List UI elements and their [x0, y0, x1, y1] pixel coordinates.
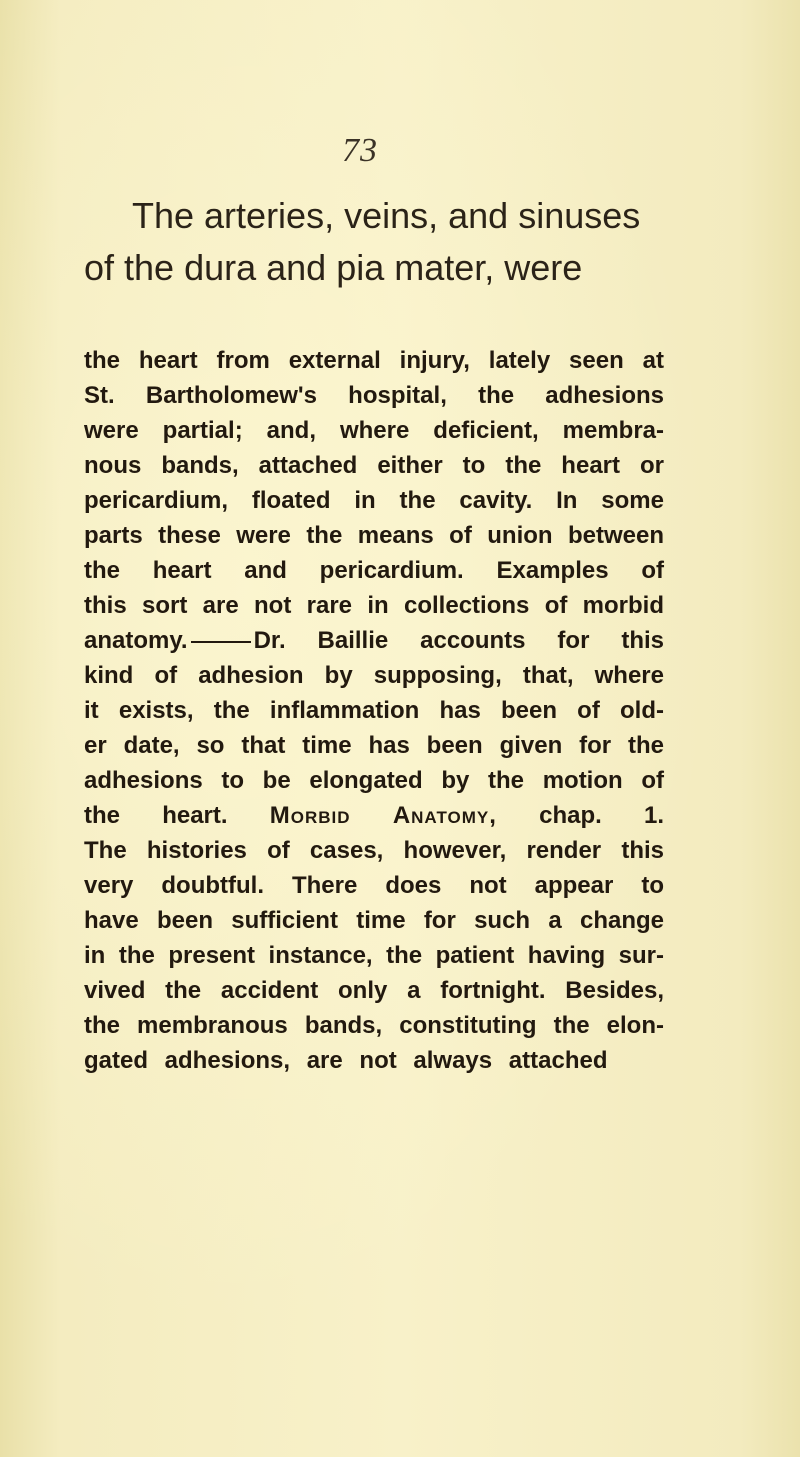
footnote-line: the heart and pericardium. Examples of	[84, 557, 664, 584]
footnote-line: very doubtful. There does not appear to	[84, 872, 664, 899]
footnote-line: the membranous bands, constituting the elon-	[84, 1012, 664, 1039]
footnote-line: er date, so that time has been given for the	[84, 732, 664, 759]
footnote-line: this sort are not rare in collections of morbid	[84, 592, 664, 619]
footnote-line: were partial; and, where deficient, membra-	[84, 417, 664, 444]
main-text-line-1: The arteries, veins, and sinuses	[132, 195, 641, 236]
footnote-line: kind of adhesion by supposing, that, where	[84, 662, 664, 689]
footnote-line: gated adhesions, are not always attached	[84, 1047, 608, 1074]
footnote-fragment: Dr. Baillie accounts for this	[253, 627, 664, 654]
footnote-line: adhesions to be elongated by the motion of	[84, 767, 664, 794]
footnote-line: parts these were the means of union between	[84, 522, 664, 549]
footnote-line: St. Bartholomew's hospital, the adhesions	[84, 382, 664, 409]
footnote-line: pericardium, floated in the cavity. In some	[84, 487, 664, 514]
footnote-line: nous bands, attached either to the heart or	[84, 452, 664, 479]
footnote-line: the heart from external injury, lately seen at	[84, 347, 664, 374]
main-text-line-2: of the dura and pia mater, were	[84, 247, 583, 288]
footnote-line: The histories of cases, however, render this	[84, 837, 664, 864]
footnote-line: in the present instance, the patient having sur-	[84, 942, 664, 969]
main-text-fragment	[84, 190, 664, 294]
footnote-fragment: chap. 1.	[539, 802, 665, 829]
em-dash-rule	[191, 641, 251, 643]
footnote-line: have been sufficient time for such a change	[84, 907, 664, 934]
footnote-line: vived the accident only a fortnight. Besides,	[84, 977, 664, 1004]
footnote-line	[84, 798, 664, 833]
footnote-line	[84, 623, 664, 658]
page-number: 73	[342, 132, 378, 169]
footnote-text	[84, 343, 664, 1078]
footnote-line: it exists, the inflammation has been of old-	[84, 697, 664, 724]
footnote-fragment: the heart.	[84, 802, 228, 829]
book-reference: Morbid Anatomy,	[269, 802, 497, 829]
footnote-fragment: anatomy.	[84, 627, 188, 654]
